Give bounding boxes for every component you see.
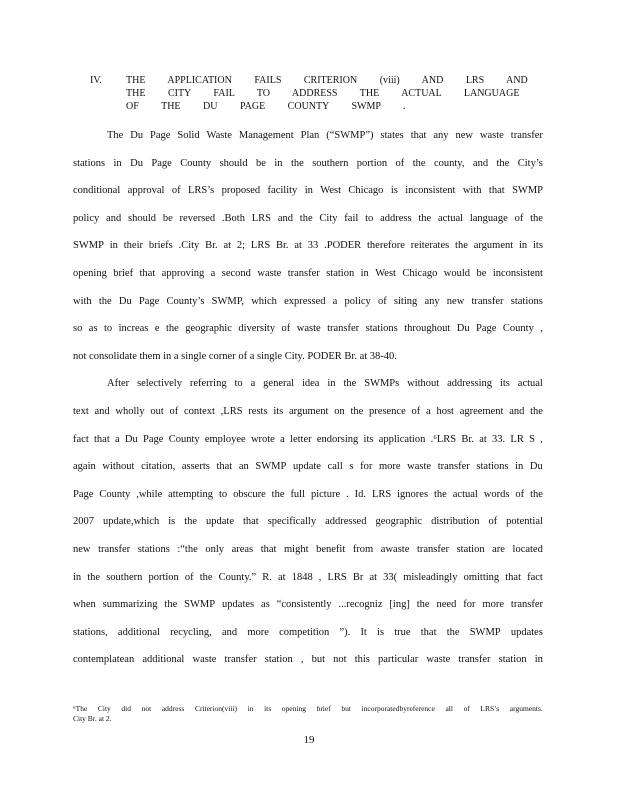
footnote-line: City Br. at 2. — [73, 714, 112, 723]
text-line: stations in Du Page County should be in the southern portion of the county, and the City’s — [73, 157, 543, 169]
text-line: contemplatean additional waste transfer station , but not this particular waste transfer station in — [73, 654, 543, 666]
text-line: conditional approval of LRS’s proposed facility in West Chicago is inconsistent with that SWMP — [73, 185, 543, 197]
text-line: not consolidate them in a single corner of a single City. PODER Br. at 38-40. — [73, 350, 397, 362]
text-line: text and wholly out of context ,LRS rests its argument on the presence of a host agreement and the — [73, 405, 543, 417]
body-text — [73, 129, 543, 681]
text-line: After selectively referring to a general idea in the SWMPs without addressing its actual — [107, 378, 543, 390]
section-title: THE APPLICATION FAILS CRITERION (viii) AND LRS AND THE CITY FAIL TO ADDRESS THE ACTUAL LANGUAGE OF THE DU PAGE COUNTY SWMP . — [126, 75, 528, 112]
text-line: opening brief that approving a second waste transfer station in West Chicago would be inconsistent — [73, 267, 543, 279]
text-line: so as to increas e the geographic diversity of waste transfer stations throughout Du Page County , — [73, 323, 543, 335]
text-line: with the Du Page County’s SWMP, which expressed a policy of siting any new transfer stations — [73, 295, 543, 307]
text-line: when summarizing the SWMP updates as “consistently ...recogniz [ing] the need for more transfer — [73, 599, 543, 611]
text-line: in the southern portion of the County.” R. at 1848 , LRS Br at 33( misleadingly omitting that fact — [73, 571, 543, 583]
text-line: fact that a Du Page County employee wrote a letter endorsing its application .⁶LRS Br. at 33. LR S , — [73, 433, 543, 445]
footnote-line: ⁶The City did not address Criterion(viii) in its opening brief but incorporatedbyreference all of LRS’s arguments. — [73, 704, 543, 713]
footnote — [73, 704, 543, 724]
text-line: The Du Page Solid Waste Management Plan (“SWMP”) states that any new waste transfer — [107, 130, 543, 141]
text-line: new transfer stations :“the only areas that might benefit from awaste transfer station are located — [73, 543, 543, 555]
text-line: stations, additional recycling, and more competition ”). It is true that the SWMP updates — [73, 626, 543, 638]
page-number: 19 — [303, 734, 315, 746]
text-line: Page County ,while attempting to obscure the full picture . Id. LRS ignores the actual words of the — [73, 488, 543, 500]
text-line: again without citation, asserts that an SWMP update call s for more waste transfer stations in Du — [73, 461, 543, 473]
text-line: 2007 update,which is the update that specifically addressed geographic distribution of potential — [73, 516, 543, 528]
section-number: IV. — [90, 75, 102, 86]
text-line: SWMP in their briefs .City Br. at 2; LRS Br. at 33 .PODER therefore reiterates the argument in its — [73, 240, 543, 252]
text-line: policy and should be reversed .Both LRS and the City fail to address the actual language of the — [73, 212, 543, 224]
